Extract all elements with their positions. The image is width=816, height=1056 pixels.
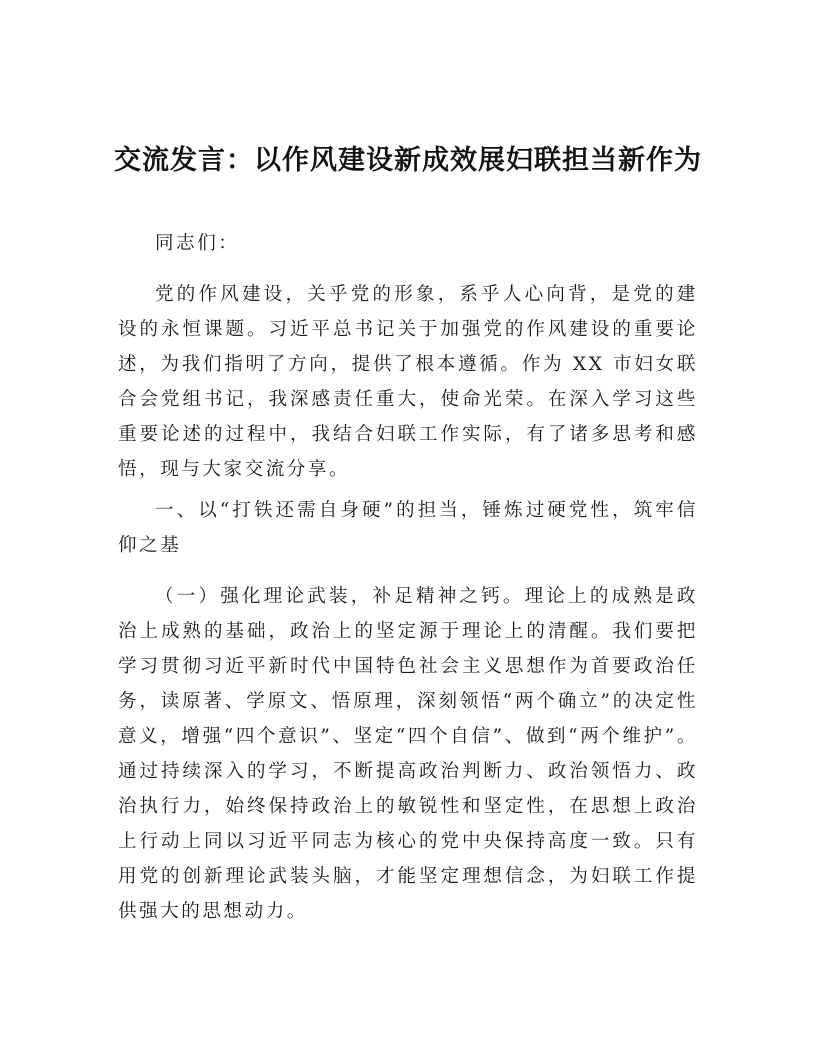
document-title: 交流发言：以作风建设新成效展妇联担当新作为: [114, 145, 702, 176]
section-heading-1: 一、以“打铁还需自身硬”的担当，锤炼过硬党性，筑牢信仰之基: [118, 500, 698, 556]
intro-paragraph: 党的作风建设，关乎党的形象，系乎人心向背，是党的建设的永恒课题。习近平总书记关于加强党的作风建设的重要论述，为我们指明了方向，提供了根本遵循。作为 XX 市妇女联合会党组书记，我深感责任重大，使命光荣。在深入学习这些重要论述的过程中，我结合妇联工作实际，有了诸多思考和感悟，现与大家交流分享。: [118, 284, 698, 480]
subsection-paragraph-1: （一）强化理论武装，补足精神之钙。理论上的成熟是政治上成熟的基础，政治上的坚定源于理论上的清醒。我们要把学习贯彻习近平新时代中国特色社会主义思想作为首要政治任务，读原著、学原文、悟原理，深刻领悟“两个确立”的决定性意义，增强“四个意识”、坚定“四个自信”、做到“两个维护”。通过持续深入的学习，不断提高政治判断力、政治领悟力、政治执行力，始终保持政治上的敏锐性和坚定性，在思想上政治上行动上同以习近平同志为核心的党中央保持高度一致。只有用党的创新理论武装头脑，才能坚定理想信念，为妇联工作提供强大的思想动力。: [118, 586, 698, 922]
greeting: 同志们：: [155, 233, 240, 254]
document-body: [118, 226, 698, 935]
